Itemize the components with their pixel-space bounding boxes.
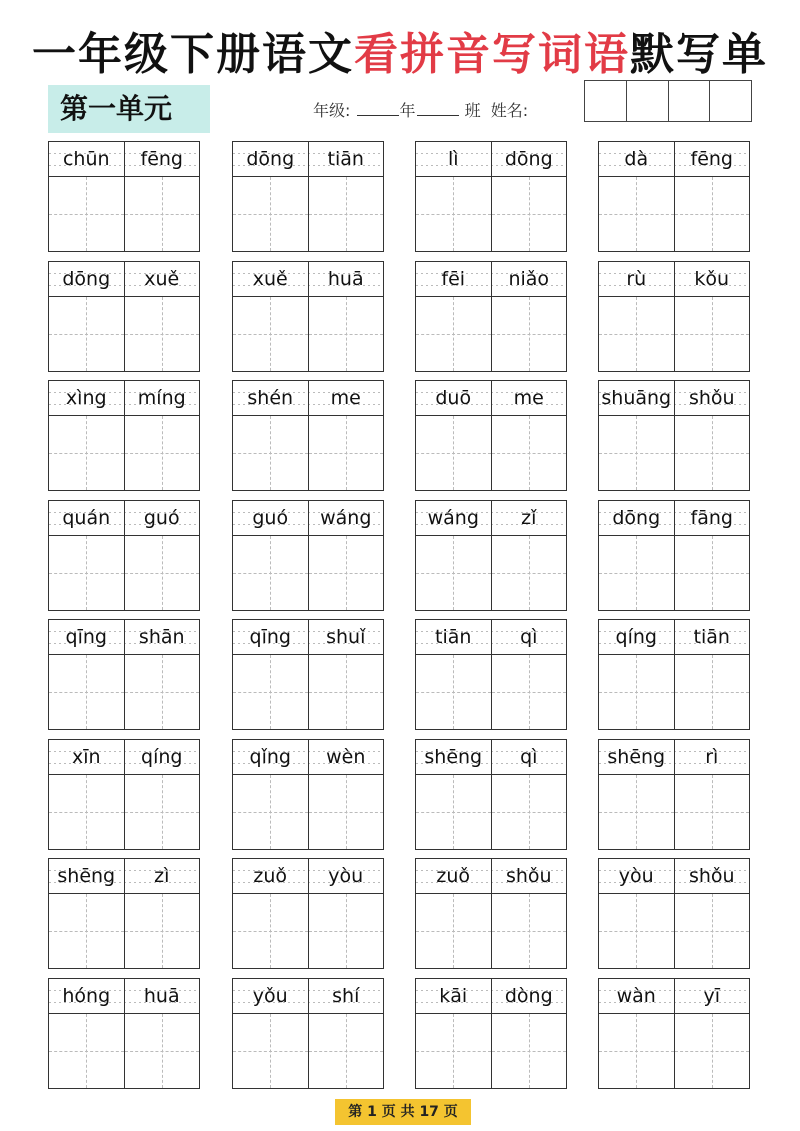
grade-blank[interactable] bbox=[357, 101, 399, 116]
writing-boxes bbox=[598, 1013, 750, 1089]
writing-boxes bbox=[598, 774, 750, 850]
tian-zi-ge-box[interactable] bbox=[675, 416, 750, 490]
pinyin-row bbox=[598, 978, 750, 1014]
tian-zi-ge-box[interactable] bbox=[492, 894, 567, 968]
tian-zi-ge-box[interactable] bbox=[599, 297, 675, 371]
name-box[interactable] bbox=[710, 81, 751, 121]
tian-zi-ge-box[interactable] bbox=[599, 894, 675, 968]
pinyin-syllable: zuǒ bbox=[233, 859, 309, 893]
pinyin-syllable: xìng bbox=[49, 381, 125, 415]
pinyin-syllable: shān bbox=[138, 626, 185, 648]
pinyin-syllable: tiān bbox=[327, 148, 364, 170]
tian-zi-ge-box[interactable] bbox=[309, 1014, 384, 1088]
pinyin-syllable: kāi bbox=[416, 979, 492, 1013]
tian-zi-ge-box[interactable] bbox=[599, 775, 675, 849]
tian-zi-ge-box[interactable] bbox=[49, 775, 125, 849]
tian-zi-ge-box[interactable] bbox=[233, 894, 309, 968]
tian-zi-ge-box[interactable] bbox=[599, 655, 675, 729]
pinyin-syllable: wáng bbox=[416, 501, 492, 535]
writing-boxes bbox=[415, 774, 567, 850]
pinyin-syllable: fēng bbox=[140, 148, 183, 170]
page-number: 第 1 页 共 17 页 bbox=[335, 1099, 471, 1125]
tian-zi-ge-box[interactable] bbox=[125, 894, 200, 968]
tian-zi-ge-box[interactable] bbox=[125, 177, 200, 251]
pinyin-syllable: dōng bbox=[504, 148, 553, 170]
tian-zi-ge-box[interactable] bbox=[125, 655, 200, 729]
tian-zi-ge-box[interactable] bbox=[675, 775, 750, 849]
word-cell bbox=[598, 380, 750, 491]
pinyin-syllable: lì bbox=[416, 142, 492, 176]
pinyin-syllable: huā bbox=[327, 267, 364, 290]
page-title bbox=[0, 18, 800, 82]
word-cell bbox=[598, 978, 750, 1089]
word-cell bbox=[232, 739, 384, 850]
writing-boxes bbox=[232, 1013, 384, 1089]
word-cell bbox=[232, 380, 384, 491]
pinyin-row bbox=[598, 739, 750, 775]
pinyin-syllable: guó bbox=[233, 501, 309, 535]
writing-boxes bbox=[415, 654, 567, 730]
pinyin-syllable: tiān bbox=[693, 626, 730, 648]
pinyin-syllable: tiān bbox=[416, 620, 492, 654]
pinyin-row bbox=[598, 500, 750, 536]
pinyin-syllable: dōng bbox=[49, 262, 125, 296]
word-cell bbox=[232, 978, 384, 1089]
unit-label: 第一单元 bbox=[48, 85, 210, 133]
word-cell bbox=[48, 739, 200, 850]
pinyin-row bbox=[232, 858, 384, 894]
pinyin-syllable: shǒu bbox=[688, 387, 735, 409]
pinyin-row bbox=[415, 858, 567, 894]
pinyin-syllable: dà bbox=[599, 142, 675, 176]
writing-boxes bbox=[232, 893, 384, 969]
pinyin-syllable: xuě bbox=[144, 267, 180, 290]
writing-boxes bbox=[415, 176, 567, 252]
pinyin-row bbox=[48, 261, 200, 297]
word-cell bbox=[415, 619, 567, 730]
writing-boxes bbox=[232, 415, 384, 491]
tian-zi-ge-box[interactable] bbox=[233, 416, 309, 490]
word-cell bbox=[598, 141, 750, 252]
tian-zi-ge-box[interactable] bbox=[416, 1014, 492, 1088]
writing-boxes bbox=[415, 893, 567, 969]
pinyin-row bbox=[598, 141, 750, 177]
tian-zi-ge-box[interactable] bbox=[416, 177, 492, 251]
pinyin-syllable: qíng bbox=[141, 745, 183, 768]
pinyin-syllable: wàn bbox=[599, 979, 675, 1013]
pinyin-syllable: shēng bbox=[49, 859, 125, 893]
writing-boxes bbox=[415, 296, 567, 372]
writing-boxes bbox=[48, 176, 200, 252]
writing-boxes bbox=[48, 893, 200, 969]
pinyin-syllable: qīng bbox=[49, 620, 125, 654]
pinyin-syllable: yǒu bbox=[233, 979, 309, 1013]
word-cell bbox=[48, 500, 200, 611]
writing-boxes bbox=[232, 296, 384, 372]
pinyin-syllable: yòu bbox=[599, 859, 675, 893]
year-label: 年 bbox=[399, 101, 416, 120]
tian-zi-ge-box[interactable] bbox=[309, 177, 384, 251]
word-cell bbox=[415, 978, 567, 1089]
tian-zi-ge-box[interactable] bbox=[416, 775, 492, 849]
pinyin-syllable: yòu bbox=[328, 865, 364, 887]
tian-zi-ge-box[interactable] bbox=[49, 655, 125, 729]
pinyin-syllable: dōng bbox=[233, 142, 309, 176]
writing-boxes bbox=[48, 774, 200, 850]
writing-boxes bbox=[48, 415, 200, 491]
word-cell bbox=[415, 261, 567, 372]
word-cell bbox=[232, 261, 384, 372]
writing-boxes bbox=[48, 296, 200, 372]
tian-zi-ge-box[interactable] bbox=[233, 177, 309, 251]
pinyin-row bbox=[232, 500, 384, 536]
pinyin-row bbox=[48, 858, 200, 894]
name-box[interactable] bbox=[585, 81, 627, 121]
tian-zi-ge-box[interactable] bbox=[125, 297, 200, 371]
writing-boxes bbox=[598, 296, 750, 372]
pinyin-row bbox=[415, 380, 567, 416]
pinyin-syllable: quán bbox=[49, 501, 125, 535]
writing-boxes bbox=[232, 774, 384, 850]
pinyin-syllable: kǒu bbox=[694, 267, 730, 290]
name-boxes[interactable] bbox=[584, 80, 752, 122]
tian-zi-ge-box[interactable] bbox=[309, 775, 384, 849]
pinyin-syllable: yī bbox=[703, 984, 721, 1007]
word-cell bbox=[232, 141, 384, 252]
pinyin-row bbox=[48, 619, 200, 655]
pinyin-syllable: shí bbox=[332, 984, 360, 1007]
pinyin-row bbox=[415, 141, 567, 177]
pinyin-row bbox=[415, 261, 567, 297]
pinyin-syllable: chūn bbox=[49, 142, 125, 176]
writing-boxes bbox=[232, 535, 384, 611]
writing-boxes bbox=[48, 654, 200, 730]
word-cell bbox=[48, 619, 200, 730]
pinyin-syllable: shuāng bbox=[599, 381, 675, 415]
pinyin-row bbox=[415, 619, 567, 655]
writing-boxes bbox=[48, 535, 200, 611]
pinyin-syllable: guó bbox=[143, 506, 180, 529]
writing-boxes bbox=[415, 415, 567, 491]
pinyin-syllable: xīn bbox=[49, 740, 125, 774]
pinyin-syllable: zuǒ bbox=[416, 859, 492, 893]
pinyin-row bbox=[232, 978, 384, 1014]
tian-zi-ge-box[interactable] bbox=[492, 536, 567, 610]
tian-zi-ge-box[interactable] bbox=[492, 297, 567, 371]
pinyin-syllable: me bbox=[330, 387, 361, 409]
tian-zi-ge-box[interactable] bbox=[416, 894, 492, 968]
pinyin-syllable: xuě bbox=[233, 262, 309, 296]
pinyin-syllable: rì bbox=[705, 745, 719, 768]
writing-boxes bbox=[232, 176, 384, 252]
tian-zi-ge-box[interactable] bbox=[233, 536, 309, 610]
tian-zi-ge-box[interactable] bbox=[233, 297, 309, 371]
pinyin-syllable: qǐng bbox=[233, 740, 309, 774]
title-part-2: 看拼音写词语 bbox=[354, 29, 630, 80]
tian-zi-ge-box[interactable] bbox=[675, 536, 750, 610]
name-box[interactable] bbox=[627, 81, 669, 121]
tian-zi-ge-box[interactable] bbox=[309, 655, 384, 729]
pinyin-row bbox=[232, 380, 384, 416]
tian-zi-ge-box[interactable] bbox=[675, 297, 750, 371]
tian-zi-ge-box[interactable] bbox=[492, 177, 567, 251]
tian-zi-ge-box[interactable] bbox=[675, 894, 750, 968]
word-cell bbox=[415, 141, 567, 252]
name-label: 姓名: bbox=[490, 101, 529, 120]
writing-boxes bbox=[232, 654, 384, 730]
word-cell bbox=[415, 858, 567, 969]
tian-zi-ge-box[interactable] bbox=[49, 297, 125, 371]
pinyin-syllable: shēng bbox=[599, 740, 675, 774]
word-cell bbox=[232, 858, 384, 969]
pinyin-syllable: me bbox=[513, 387, 544, 409]
word-cell bbox=[598, 619, 750, 730]
word-cell bbox=[415, 380, 567, 491]
tian-zi-ge-box[interactable] bbox=[309, 416, 384, 490]
name-box[interactable] bbox=[669, 81, 711, 121]
pinyin-syllable: huā bbox=[143, 984, 180, 1007]
pinyin-syllable: qīng bbox=[233, 620, 309, 654]
pinyin-syllable: niǎo bbox=[508, 267, 550, 290]
tian-zi-ge-box[interactable] bbox=[49, 894, 125, 968]
word-cell bbox=[48, 978, 200, 1089]
class-blank[interactable] bbox=[417, 101, 459, 116]
tian-zi-ge-box[interactable] bbox=[675, 655, 750, 729]
tian-zi-ge-box[interactable] bbox=[49, 536, 125, 610]
title-part-1: 一年级下册语文 bbox=[32, 29, 354, 80]
pinyin-syllable: hóng bbox=[49, 979, 125, 1013]
pinyin-row bbox=[598, 380, 750, 416]
tian-zi-ge-box[interactable] bbox=[49, 177, 125, 251]
pinyin-syllable: dōng bbox=[599, 501, 675, 535]
pinyin-row bbox=[415, 739, 567, 775]
tian-zi-ge-box[interactable] bbox=[309, 297, 384, 371]
tian-zi-ge-box[interactable] bbox=[492, 1014, 567, 1088]
tian-zi-ge-box[interactable] bbox=[492, 655, 567, 729]
pinyin-syllable: shuǐ bbox=[326, 626, 366, 648]
word-cell bbox=[48, 141, 200, 252]
pinyin-row bbox=[232, 619, 384, 655]
pinyin-row bbox=[232, 141, 384, 177]
pinyin-row bbox=[232, 739, 384, 775]
pinyin-syllable: fēng bbox=[690, 148, 733, 170]
tian-zi-ge-box[interactable] bbox=[309, 894, 384, 968]
tian-zi-ge-box[interactable] bbox=[309, 536, 384, 610]
pinyin-row bbox=[48, 500, 200, 536]
writing-boxes bbox=[415, 535, 567, 611]
tian-zi-ge-box[interactable] bbox=[49, 1014, 125, 1088]
pinyin-row bbox=[48, 739, 200, 775]
pinyin-row bbox=[598, 858, 750, 894]
grade-label: 年级: bbox=[313, 101, 351, 120]
pinyin-syllable: shǒu bbox=[688, 865, 735, 887]
pinyin-syllable: wáng bbox=[320, 506, 372, 529]
tian-zi-ge-box[interactable] bbox=[125, 416, 200, 490]
pinyin-syllable: míng bbox=[137, 387, 186, 409]
tian-zi-ge-box[interactable] bbox=[416, 655, 492, 729]
pinyin-row bbox=[598, 261, 750, 297]
pinyin-syllable: qì bbox=[520, 626, 538, 648]
pinyin-row bbox=[598, 619, 750, 655]
writing-boxes bbox=[48, 1013, 200, 1089]
writing-boxes bbox=[598, 176, 750, 252]
pinyin-syllable: fēi bbox=[416, 262, 492, 296]
writing-boxes bbox=[598, 535, 750, 611]
writing-boxes bbox=[415, 1013, 567, 1089]
word-cell bbox=[598, 261, 750, 372]
class-label: 班 bbox=[464, 101, 481, 120]
word-cell bbox=[48, 858, 200, 969]
tian-zi-ge-box[interactable] bbox=[125, 1014, 200, 1088]
tian-zi-ge-box[interactable] bbox=[675, 177, 750, 251]
pinyin-syllable: shēng bbox=[416, 740, 492, 774]
pinyin-row bbox=[48, 141, 200, 177]
word-cell bbox=[598, 739, 750, 850]
pinyin-syllable: zì bbox=[154, 865, 170, 887]
tian-zi-ge-box[interactable] bbox=[416, 297, 492, 371]
tian-zi-ge-box[interactable] bbox=[49, 416, 125, 490]
tian-zi-ge-box[interactable] bbox=[233, 775, 309, 849]
word-cell bbox=[232, 619, 384, 730]
pinyin-row bbox=[232, 261, 384, 297]
pinyin-syllable: dòng bbox=[504, 984, 553, 1007]
tian-zi-ge-box[interactable] bbox=[233, 1014, 309, 1088]
tian-zi-ge-box[interactable] bbox=[599, 1014, 675, 1088]
tian-zi-ge-box[interactable] bbox=[416, 536, 492, 610]
pinyin-syllable: fāng bbox=[690, 506, 733, 529]
writing-boxes bbox=[598, 415, 750, 491]
tian-zi-ge-box[interactable] bbox=[599, 536, 675, 610]
pinyin-syllable: duō bbox=[416, 381, 492, 415]
tian-zi-ge-box[interactable] bbox=[599, 177, 675, 251]
tian-zi-ge-box[interactable] bbox=[675, 1014, 750, 1088]
word-cell bbox=[232, 500, 384, 611]
word-cell bbox=[598, 858, 750, 969]
tian-zi-ge-box[interactable] bbox=[599, 416, 675, 490]
pinyin-syllable: rù bbox=[599, 262, 675, 296]
tian-zi-ge-box[interactable] bbox=[125, 775, 200, 849]
pinyin-syllable: qíng bbox=[599, 620, 675, 654]
title-part-3: 默写单 bbox=[630, 29, 768, 80]
word-cell bbox=[415, 739, 567, 850]
pinyin-syllable: shǒu bbox=[505, 865, 552, 887]
pinyin-row bbox=[415, 500, 567, 536]
word-cell bbox=[48, 261, 200, 372]
tian-zi-ge-box[interactable] bbox=[125, 536, 200, 610]
pinyin-syllable: qì bbox=[520, 745, 538, 768]
pinyin-row bbox=[48, 380, 200, 416]
word-cell bbox=[48, 380, 200, 491]
word-cell bbox=[598, 500, 750, 611]
tian-zi-ge-box[interactable] bbox=[492, 775, 567, 849]
pinyin-syllable: shén bbox=[233, 381, 309, 415]
word-cell bbox=[415, 500, 567, 611]
pinyin-row bbox=[48, 978, 200, 1014]
pinyin-syllable: zǐ bbox=[521, 506, 537, 529]
writing-boxes bbox=[598, 893, 750, 969]
pinyin-syllable: wèn bbox=[326, 745, 366, 768]
tian-zi-ge-box[interactable] bbox=[233, 655, 309, 729]
pinyin-row bbox=[415, 978, 567, 1014]
writing-boxes bbox=[598, 654, 750, 730]
tian-zi-ge-box[interactable] bbox=[416, 416, 492, 490]
tian-zi-ge-box[interactable] bbox=[492, 416, 567, 490]
student-info bbox=[313, 98, 528, 121]
